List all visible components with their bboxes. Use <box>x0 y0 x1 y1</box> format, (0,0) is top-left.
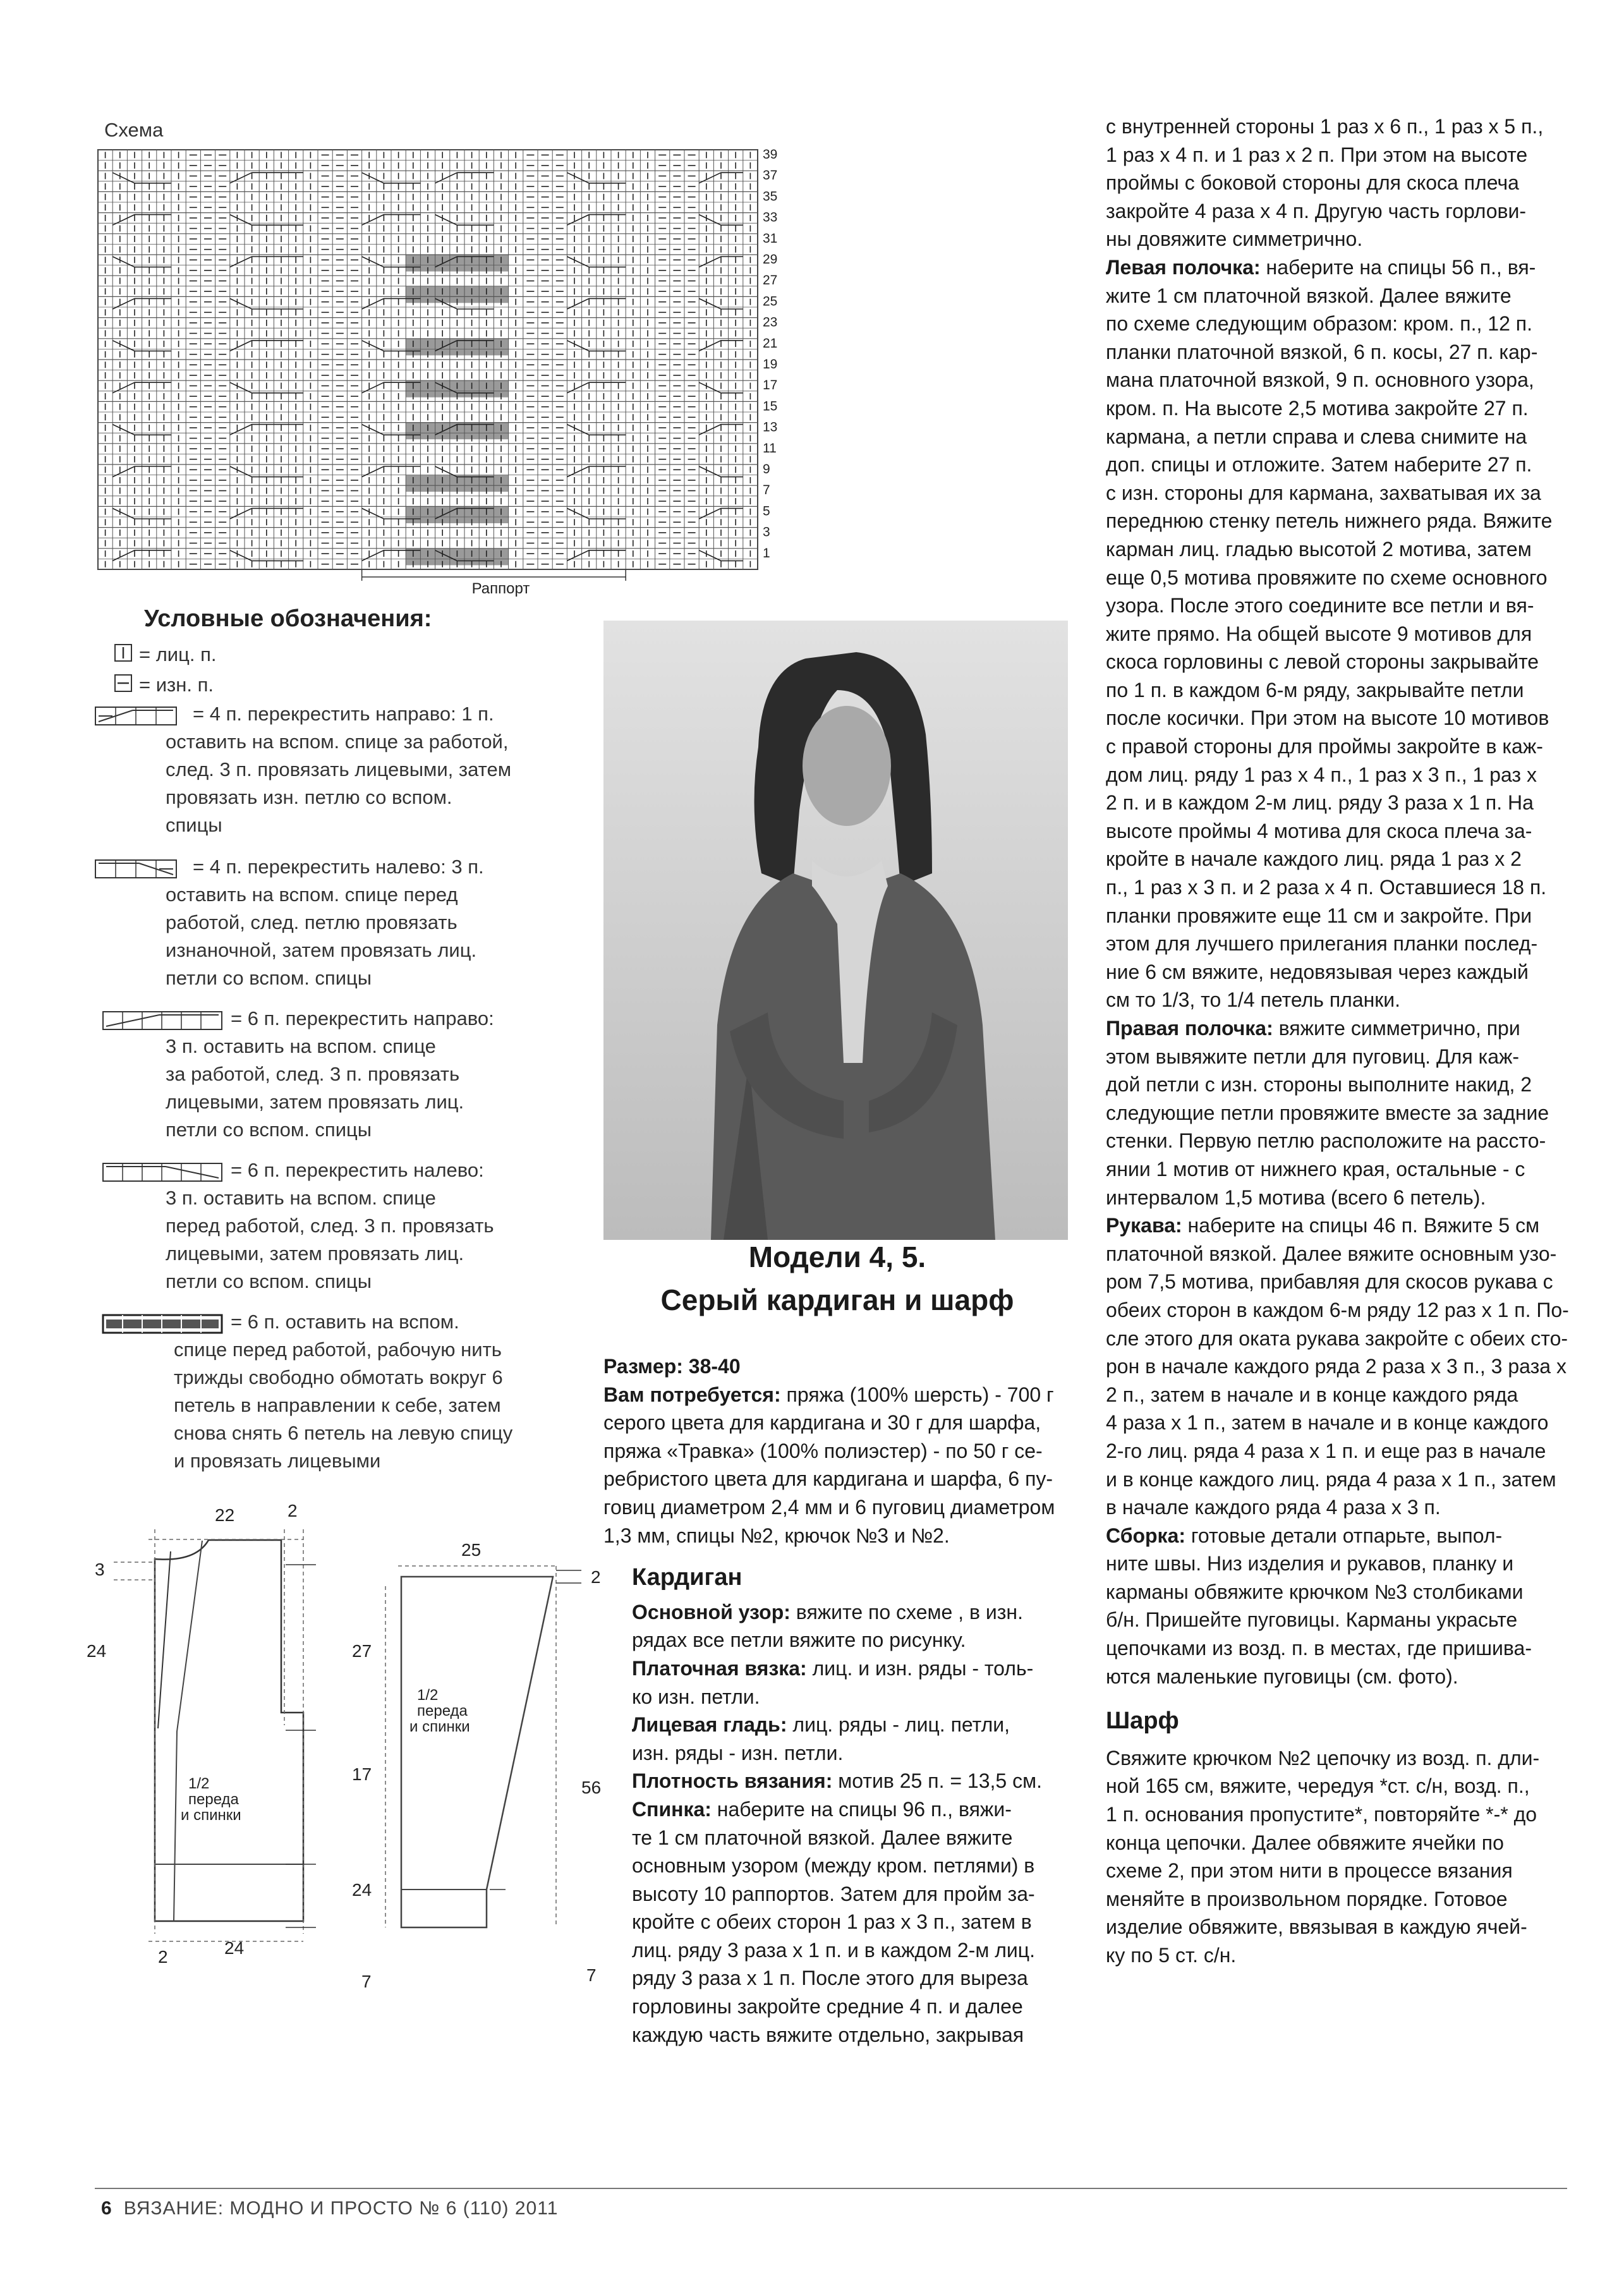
row-number: 31 <box>763 231 778 246</box>
dim-7-front: 7 <box>361 1972 372 1991</box>
row-number: 35 <box>763 189 778 204</box>
dim-7-sleeve: 7 <box>586 1965 597 1985</box>
row-number: 39 <box>763 147 778 162</box>
row-number: 21 <box>763 336 778 351</box>
row-number: 7 <box>763 483 770 498</box>
left-front-label: Левая полочка: <box>1106 255 1261 279</box>
dim-24c: 24 <box>224 1938 245 1958</box>
model-photo-image <box>603 621 1068 1240</box>
model-photo <box>603 621 1068 1240</box>
dim-2b: 2 <box>158 1947 168 1967</box>
right-column: с внутренней стороны 1 раз х 6 п., 1 раз х 5 п., 1 раз х 4 п. и 1 раз х 2 п. При этом на высоте проймы с боковой стороны для скоса плеча закройте 4 раза х 4 п. Другую часть горлови- ны довяжите симметрично. Левая полочка: наберите на спицы 56 п., вя- жите 1 см платочной вязкой. Далее вяжите по схеме следующим образом: кром. п., 12 п. планки платочной вязкой, 6 п. косы, 27 п. кар- мана платочной вязкой, 9 п. основного узора, кром. п. На высоте 2,5 мотива закройте 27 п. кармана, а петли справа и слева снимите на доп. спицы и отложите. Затем наберите 27 п. с изн. стороны для кармана, захватывая их за переднюю стенку петель нижнего ряда. Вяжите карман лиц. гладью высотой 2 мотива, затем еще 0,5 мотива провяжите по схеме основного узора. После этого соедините все петли и вя- жите прямо. На общей высоте 9 мотивов для скоса горловины с левой стороны закрывайте по 1 п. в каждом 6-м ряду, закрывайте петли после косички. При этом на высоте 10 мотивов с правой стороны для проймы закройте в каж- дом лиц. ряду 1 раз х 4 п., 1 раз х 3 п., 1 раз х 2 п. и в каждом 2-м лиц. ряду 3 раза х 1 п. На высоте проймы 4 мотива для скоса плеча за- кройте в начале каждого лиц. ряда 1 раз х 2 п., 1 раз х 3 п. и 2 раза х 4 п. Оставшиеся 18 п. планки провяжите еще 11 см и закройте. При этом для лучшего прилегания планки послед- ние 6 см вяжите, недовязывая через каждый см то 1/3, то 1/4 петель планки. Правая полочка: вяжите симметрично, при этом вывяжите петли для пуговиц. Для каж- дой петли с изн. стороны выполните накид, 2 следующие петли провяжите вместе за задние стенки. Первую петлю расположите на рассто- янии 1 мотив от нижнего края, остальные - с интервалом 1,5 мотива (всего 6 петель). Рукава: наберите на спицы 46 п. Вяжите 5 см платочной вязкой. Далее вяжите основным узо- ром 7,5 мотива, прибавляя для скосов рукава с обеих сторон в каждом 6-м ряду 12 раз х 1 п. По- сле этого для оката рукава закройте с обеих сто- рон в начале каждого ряда 2 раза х 3 п., 3 раза х 2 п., затем в начале и в конце каждого ряда 4 раза х 1 п., затем в начале и в конце каждого 2-го лиц. ряда 4 раза х 1 п. и еще раз в начале и в конце каждого лиц. ряда 4 раза х 1 п., затем в начале каждого ряда 4 раза х 3 п. Сборка: готовые детали отпарьте, выпол- ните швы. Низ изделия и рукавов, планку и карманы обвяжите крючком №3 столбиками б/н. Пришейте пуговицы. Карманы украсьте цепочками из возд. п. в местах, где пришива- ются маленькие пуговицы (см. фото). Шарф Свяжите крючком №2 цепочку из возд. п. дли- ной 165 см, вяжите, чередуя *ст. с/н, возд. п., 1 п. основания пропустите*, повторяйте *-* до конца цепочки. Далее обвяжите ячейки по схеме 2, при этом нити в процессе вязания меняйте в произвольном порядке. Готовое изделие обвяжите, ввязывая в каждую ячей- ку по 5 ст. с/н. <box>1106 112 1605 1970</box>
legend-title: Условные обозначения: <box>144 605 432 632</box>
legend-text-knit: = лиц. п. <box>139 643 217 665</box>
row-number: 1 <box>763 545 770 561</box>
dim-3: 3 <box>95 1560 105 1579</box>
sleeve-label-2: переда <box>417 1702 468 1720</box>
dim-17: 17 <box>352 1764 372 1784</box>
materials-label: Вам потребуется: <box>603 1383 781 1406</box>
size-label: Размер: <box>603 1355 683 1378</box>
row-number: 33 <box>763 210 778 225</box>
row-number: 5 <box>763 504 770 519</box>
caption-line-2: Серый кардиган и шарф <box>660 1283 1014 1316</box>
cross-left-4-icon <box>95 858 177 886</box>
scheme-title: Схема <box>104 119 164 141</box>
caption-line-1: Модели 4, 5. <box>748 1241 926 1273</box>
dim-24b: 24 <box>352 1880 372 1900</box>
right-front-label: Правая полочка: <box>1106 1017 1273 1040</box>
scarf-heading: Шарф <box>1106 1708 1179 1735</box>
cardigan-pattern-diagrams <box>76 1485 619 1991</box>
dim-24a: 24 <box>87 1641 107 1661</box>
dim-56: 56 <box>581 1778 602 1797</box>
dim-27: 27 <box>352 1641 372 1661</box>
front-label-2: переда <box>188 1791 239 1808</box>
sleeve-label-3: и спинки <box>409 1718 470 1735</box>
row-number: 15 <box>763 399 778 414</box>
row-number: 11 <box>763 440 777 456</box>
footer-rule <box>95 2188 1567 2189</box>
model-caption <box>616 1235 1058 1321</box>
row-number: 37 <box>763 168 778 183</box>
dim-2a: 2 <box>288 1501 298 1520</box>
row-number: 29 <box>763 252 778 267</box>
front-label-1: 1/2 <box>188 1775 210 1792</box>
cardigan-heading: Кардиган <box>632 1564 742 1591</box>
row-number: 23 <box>763 315 778 330</box>
row-number: 17 <box>763 378 778 393</box>
dim-22: 22 <box>215 1505 235 1525</box>
legend-item-purl <box>114 671 214 700</box>
front-label-3: и спинки <box>181 1807 241 1824</box>
footer <box>101 2198 558 2219</box>
page-number: 6 <box>101 2198 112 2219</box>
sleeve-label-1: 1/2 <box>417 1687 439 1704</box>
dim-2-sleeve: 2 <box>591 1567 601 1587</box>
legend-text-purl: = изн. п. <box>139 674 214 696</box>
row-number: 9 <box>763 462 770 476</box>
knit-stitch-icon <box>114 642 133 670</box>
assembly-label: Сборка: <box>1106 1524 1186 1547</box>
rapport-label: Раппорт <box>471 580 530 597</box>
sleeves-label: Рукава: <box>1106 1214 1182 1237</box>
row-number: 25 <box>763 294 778 309</box>
knitting-scheme-chart <box>95 147 821 602</box>
size-value: 38-40 <box>688 1355 741 1378</box>
footer-text: ВЯЗАНИЕ: МОДНО И ПРОСТО № 6 (110) 2011 <box>123 2198 559 2219</box>
purl-stitch-icon <box>114 672 133 700</box>
cross-right-4-icon <box>95 705 177 733</box>
dim-25: 25 <box>461 1540 482 1560</box>
row-number: 13 <box>763 420 778 435</box>
row-number: 3 <box>763 525 770 540</box>
legend-item-knit <box>114 641 217 670</box>
row-number: 27 <box>763 273 778 288</box>
middle-column: Размер: 38-40 Вам потребуется: пряжа (100% шерсть) - 700 г серого цвета для кардигана и 30 г для шарфа, пряжа «Травка» (100% полиэстер) - по 50 г се- ребристого цвета для кардигана и шарфа, 6 пу- говиц диаметром 2,4 мм и 6 пуговиц диаметром 1,3 мм, спицы №2, крючок №3 и №2. Кардиган Основной узор: вяжите по схеме , в изн. рядах все петли вяжите по рисунку. Платочная вязка: лиц. и изн. ряды - толь- ко изн. петли. Лицевая гладь: лиц. ряды - лиц. петли, изн. ряды - изн. петли. Плотность вязания: мотив 25 п. = 13,5 см. Спинка: наберите на спицы 96 п., вяжи- те 1 см платочной вязкой. Далее вяжите основным узором (между кром. петлями) в высоту 10 раппортов. Затем для пройм за- кройте с обеих сторон 1 раз х 3 п., затем в лиц. ряду 3 раза х 1 п. и в каждом 2-м лиц. ряду 3 раза х 1 п. После этого для выреза горловины закройте средние 4 п. и далее каждую часть вяжите отдельно, закрывая <box>603 1352 1071 2049</box>
row-number: 19 <box>763 357 778 372</box>
